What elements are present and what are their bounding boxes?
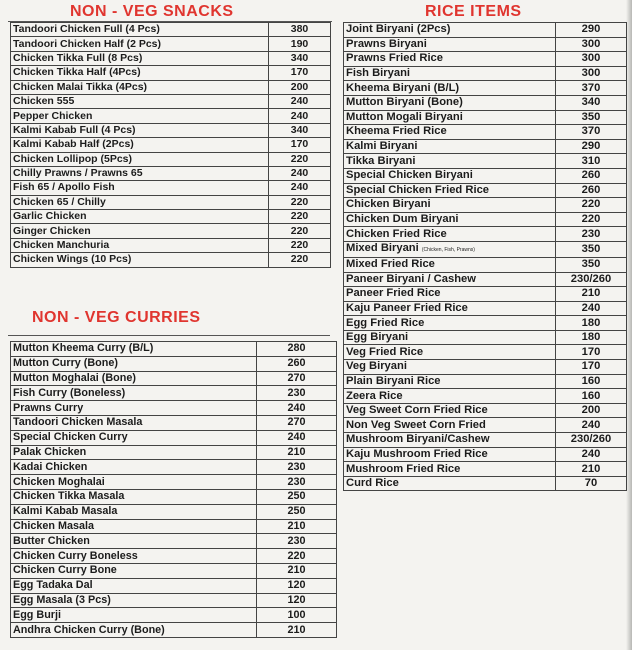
menu-item-price: 230/260 [556, 433, 627, 448]
menu-item-price: 230/260 [556, 272, 627, 287]
menu-item-name [11, 386, 257, 401]
menu-item-label: Kheema Biryani (B/L) [346, 81, 460, 94]
menu-item-label: Joint Biryani (2Pcs) [346, 23, 451, 36]
rice-menu-table [343, 22, 627, 491]
menu-item-name [11, 430, 257, 445]
menu-item-label: Kaju Mushroom Fried Rice [346, 447, 488, 460]
menu-item-name [344, 66, 556, 81]
menu-item-label: Prawns Fried Rice [346, 52, 443, 65]
menu-item-price: 300 [556, 37, 627, 52]
menu-item-name [344, 212, 556, 227]
menu-item-name [344, 23, 556, 38]
menu-item-name [344, 52, 556, 67]
menu-item-label: Non Veg Sweet Corn Fried [346, 418, 486, 431]
menu-item-label: Chicken Moghalai [13, 475, 105, 488]
menu-item-label: Chicken Biryani [346, 198, 431, 211]
menu-item-name [11, 519, 257, 534]
menu-item-label: Pepper Chicken [13, 109, 93, 122]
menu-item-price: 250 [257, 489, 337, 504]
menu-item-name [344, 272, 556, 287]
menu-item-name [11, 593, 257, 608]
menu-item-row [11, 534, 337, 549]
menu-item-name [344, 125, 556, 140]
menu-item-label: Chicken Manchuria [13, 239, 110, 252]
curries-section-title: NON - VEG CURRIES [32, 309, 201, 326]
menu-item-price: 230 [257, 386, 337, 401]
photo-edge-shadow [626, 0, 632, 650]
menu-item-label: Veg Biryani [346, 360, 407, 373]
menu-item-name [11, 152, 269, 166]
menu-item-price: 170 [556, 345, 627, 360]
menu-item-row [11, 371, 337, 386]
menu-item-name [344, 447, 556, 462]
menu-item-price: 220 [269, 253, 331, 267]
menu-item-row [344, 168, 627, 183]
menu-item-price: 240 [556, 301, 627, 316]
menu-item-name [11, 94, 269, 108]
menu-item-label: Mutton Biryani (Bone) [346, 96, 463, 109]
menu-item-row [11, 578, 337, 593]
menu-item-row [344, 110, 627, 125]
menu-item-row [11, 504, 337, 519]
menu-item-name [344, 139, 556, 154]
menu-item-price: 350 [556, 241, 627, 257]
menu-item-row [11, 123, 331, 137]
menu-item-row [11, 210, 331, 224]
menu-item-name [11, 563, 257, 578]
menu-item-row [344, 81, 627, 96]
menu-item-price: 210 [257, 519, 337, 534]
menu-item-name [344, 227, 556, 242]
menu-item-label: Kalmi Kabab Full (4 Pcs) [13, 123, 136, 136]
menu-item-label: Veg Fried Rice [346, 345, 424, 358]
menu-item-price: 160 [556, 374, 627, 389]
menu-item-price: 240 [269, 109, 331, 123]
menu-item-name [344, 360, 556, 375]
menu-item-price: 170 [269, 66, 331, 80]
menu-item-row [11, 166, 331, 180]
menu-item-label: Tandoori Chicken Full (4 Pcs) [13, 23, 160, 36]
menu-item-name [11, 475, 257, 490]
menu-item-price: 240 [269, 181, 331, 195]
menu-item-name [344, 316, 556, 331]
menu-item-name [11, 489, 257, 504]
menu-item-label: Paneer Fried Rice [346, 287, 441, 300]
menu-item-price: 100 [257, 608, 337, 623]
menu-item-name [344, 403, 556, 418]
menu-item-row [344, 316, 627, 331]
menu-item-row [11, 475, 337, 490]
menu-item-label: Chicken Tikka Half (4Pcs) [13, 66, 141, 79]
menu-item-price: 250 [257, 504, 337, 519]
menu-item-price: 380 [269, 23, 331, 37]
menu-item-name [11, 534, 257, 549]
menu-item-row [344, 227, 627, 242]
menu-item-row [344, 37, 627, 52]
menu-item-row [344, 462, 627, 477]
menu-item-price: 210 [556, 462, 627, 477]
menu-item-name [344, 418, 556, 433]
menu-item-name [344, 374, 556, 389]
menu-item-label: Chicken Curry Bone [13, 564, 117, 577]
menu-item-name [11, 504, 257, 519]
menu-item-price: 180 [556, 316, 627, 331]
menu-item-price: 190 [269, 37, 331, 51]
menu-item-row [11, 51, 331, 65]
snacks-section-title: NON - VEG SNACKS [70, 3, 234, 20]
menu-item-name [11, 224, 269, 238]
rice-section-title: RICE ITEMS [425, 3, 522, 20]
menu-item-label: Fish 65 / Apollo Fish [13, 181, 115, 194]
menu-item-name [11, 549, 257, 564]
menu-item-name [11, 445, 257, 460]
menu-item-row [344, 52, 627, 67]
menu-item-price: 350 [556, 110, 627, 125]
menu-item-label: Kalmi Kabab Masala [13, 505, 118, 518]
menu-item-label: Ginger Chicken [13, 224, 91, 237]
menu-item-row [11, 460, 337, 475]
menu-item-name [11, 608, 257, 623]
menu-item-label: Mutton Kheema Curry (B/L) [13, 342, 154, 355]
menu-item-label: Mixed Fried Rice [346, 258, 435, 271]
menu-item-name [344, 198, 556, 213]
menu-item-name [344, 287, 556, 302]
menu-item-row [11, 66, 331, 80]
menu-item-label: Tikka Biryani [346, 154, 416, 167]
menu-item-label: Zeera Rice [346, 389, 403, 402]
menu-item-label: Chicken Fried Rice [346, 227, 447, 240]
menu-item-name [344, 183, 556, 198]
menu-item-price: 230 [257, 534, 337, 549]
menu-item-row [11, 608, 337, 623]
menu-item-row [11, 342, 337, 357]
menu-item-name [11, 123, 269, 137]
menu-item-row [11, 109, 331, 123]
menu-item-label: Mutton Mogali Biryani [346, 110, 463, 123]
menu-item-price: 280 [257, 342, 337, 357]
menu-item-row [344, 389, 627, 404]
menu-item-row [11, 94, 331, 108]
menu-item-price: 210 [556, 287, 627, 302]
menu-item-row [11, 152, 331, 166]
menu-item-label: Chicken Curry Boneless [13, 549, 138, 562]
menu-item-price: 220 [269, 224, 331, 238]
menu-item-price: 240 [556, 418, 627, 433]
menu-item-name [11, 371, 257, 386]
menu-item-label: Kalmi Kabab Half (2Pcs) [13, 138, 134, 151]
menu-item-row [11, 593, 337, 608]
menu-item-row [344, 139, 627, 154]
menu-item-row [344, 212, 627, 227]
menu-item-price: 230 [257, 460, 337, 475]
menu-item-label: Chicken Tikka Full (8 Pcs) [13, 51, 143, 64]
menu-item-row [344, 183, 627, 198]
menu-item-row [11, 549, 337, 564]
menu-item-label: Chicken Malai Tikka (4Pcs) [13, 80, 148, 93]
menu-item-price: 180 [556, 330, 627, 345]
menu-item-name [11, 66, 269, 80]
menu-item-row [11, 138, 331, 152]
menu-item-price: 240 [257, 430, 337, 445]
menu-item-label: Kalmi Biryani [346, 140, 418, 153]
menu-item-label: Chicken Tikka Masala [13, 490, 125, 503]
menu-item-row [344, 125, 627, 140]
menu-item-label: Garlic Chicken [13, 210, 87, 223]
menu-item-name [344, 433, 556, 448]
menu-item-price: 200 [556, 403, 627, 418]
menu-item-name [11, 23, 269, 37]
menu-item-name [344, 37, 556, 52]
menu-item-row [11, 563, 337, 578]
menu-item-label: Special Chicken Biryani [346, 169, 473, 182]
menu-item-label: Mutton Curry (Bone) [13, 357, 118, 370]
menu-item-row [11, 224, 331, 238]
menu-item-price: 220 [257, 549, 337, 564]
menu-item-price: 230 [257, 475, 337, 490]
menu-item-row [11, 623, 337, 638]
menu-item-label: Mixed Biryani [346, 241, 419, 254]
menu-item-row [11, 386, 337, 401]
menu-item-price: 210 [257, 623, 337, 638]
menu-item-name [11, 51, 269, 65]
menu-item-label: Prawns Curry [13, 401, 84, 414]
menu-item-label: Egg Burji [13, 608, 61, 621]
menu-item-name [11, 166, 269, 180]
menu-item-name [11, 356, 257, 371]
menu-item-price: 260 [257, 356, 337, 371]
menu-item-price: 270 [257, 371, 337, 386]
menu-item-name [11, 401, 257, 416]
menu-item-label: Chicken Lollipop (5Pcs) [13, 152, 133, 165]
menu-item-price: 170 [269, 138, 331, 152]
menu-item-row [11, 489, 337, 504]
menu-item-label: Plain Biryani Rice [346, 374, 441, 387]
curries-title-divider [8, 335, 330, 336]
menu-item-label: Mushroom Fried Rice [346, 462, 461, 475]
menu-item-row [11, 23, 331, 37]
menu-item-row [344, 257, 627, 272]
menu-item-price: 70 [556, 476, 627, 491]
menu-item-label: Special Chicken Curry [13, 431, 128, 444]
menu-item-name [11, 415, 257, 430]
menu-item-name [11, 460, 257, 475]
menu-item-label: Chicken Masala [13, 519, 95, 532]
menu-item-name [344, 81, 556, 96]
menu-item-name [11, 578, 257, 593]
menu-item-name [344, 168, 556, 183]
menu-item-price: 220 [269, 152, 331, 166]
menu-item-row [344, 330, 627, 345]
menu-item-price: 370 [556, 125, 627, 140]
menu-item-price: 120 [257, 578, 337, 593]
menu-item-price: 240 [269, 166, 331, 180]
menu-item-price: 200 [269, 80, 331, 94]
menu-item-price: 220 [556, 198, 627, 213]
menu-item-row [344, 154, 627, 169]
menu-item-row [11, 430, 337, 445]
menu-item-label: Special Chicken Fried Rice [346, 183, 490, 196]
menu-item-price: 260 [556, 168, 627, 183]
menu-item-row [344, 241, 627, 257]
menu-item-row [344, 360, 627, 375]
menu-item-label: Tandoori Chicken Half (2 Pcs) [13, 37, 161, 50]
menu-item-price: 240 [269, 94, 331, 108]
menu-item-price: 270 [257, 415, 337, 430]
menu-item-label: Chicken 65 / Chilly [13, 195, 106, 208]
menu-item-row [344, 447, 627, 462]
menu-item-note: (Chicken, Fish, Prawns) [421, 246, 475, 253]
menu-item-row [11, 445, 337, 460]
menu-item-name [11, 238, 269, 252]
menu-item-label: Kaju Paneer Fried Rice [346, 301, 468, 314]
menu-item-label: Chicken Dum Biryani [346, 213, 459, 226]
menu-item-label: Tandoori Chicken Masala [13, 416, 143, 429]
menu-item-label: Chilly Prawns / Prawns 65 [13, 167, 143, 180]
menu-item-name [344, 462, 556, 477]
menu-item-row [11, 519, 337, 534]
menu-item-row [344, 418, 627, 433]
menu-item-name [344, 110, 556, 125]
menu-item-label: Fish Curry (Boneless) [13, 386, 126, 399]
menu-item-row [11, 181, 331, 195]
menu-item-row [11, 37, 331, 51]
menu-item-row [344, 403, 627, 418]
menu-item-price: 170 [556, 360, 627, 375]
menu-item-row [344, 287, 627, 302]
menu-item-price: 340 [556, 95, 627, 110]
menu-item-row [344, 272, 627, 287]
menu-item-price: 310 [556, 154, 627, 169]
menu-item-label: Egg Biryani [346, 331, 409, 344]
menu-item-name [11, 623, 257, 638]
menu-item-name [11, 37, 269, 51]
menu-item-label: Butter Chicken [13, 534, 90, 547]
menu-item-label: Veg Sweet Corn Fried Rice [346, 404, 488, 417]
menu-item-row [11, 238, 331, 252]
menu-item-row [344, 95, 627, 110]
menu-item-price: 240 [556, 447, 627, 462]
menu-item-price: 240 [257, 401, 337, 416]
menu-item-label: Kadai Chicken [13, 460, 88, 473]
menu-item-label: Egg Tadaka Dal [13, 579, 93, 592]
menu-item-price: 210 [257, 563, 337, 578]
menu-item-row [344, 198, 627, 213]
menu-item-name [11, 210, 269, 224]
menu-item-name [11, 138, 269, 152]
menu-item-row [344, 23, 627, 38]
menu-item-price: 300 [556, 66, 627, 81]
menu-item-label: Chicken Wings (10 Pcs) [13, 253, 132, 266]
menu-item-price: 210 [257, 445, 337, 460]
menu-item-label: Curd Rice [346, 477, 399, 490]
menu-item-name [344, 241, 556, 257]
menu-item-row [344, 301, 627, 316]
menu-item-name [11, 80, 269, 94]
menu-item-price: 220 [556, 212, 627, 227]
menu-item-name [11, 109, 269, 123]
menu-item-name [11, 253, 269, 267]
menu-item-row [344, 66, 627, 81]
menu-item-row [11, 195, 331, 209]
menu-item-price: 230 [556, 227, 627, 242]
menu-item-row [344, 345, 627, 360]
menu-item-price: 220 [269, 238, 331, 252]
menu-item-price: 370 [556, 81, 627, 96]
menu-item-label: Prawns Biryani [346, 37, 427, 50]
menu-item-price: 350 [556, 257, 627, 272]
menu-item-row [11, 415, 337, 430]
menu-item-price: 260 [556, 183, 627, 198]
menu-item-label: Kheema Fried Rice [346, 125, 447, 138]
menu-item-row [11, 401, 337, 416]
curries-menu-table [10, 341, 337, 638]
menu-item-name [344, 330, 556, 345]
menu-item-price: 120 [257, 593, 337, 608]
menu-item-label: Chicken 555 [13, 95, 75, 108]
menu-item-price: 220 [269, 210, 331, 224]
menu-item-label: Mushroom Biryani/Cashew [346, 433, 490, 446]
menu-item-price: 300 [556, 52, 627, 67]
menu-item-name [344, 476, 556, 491]
menu-item-name [344, 389, 556, 404]
menu-item-name [344, 154, 556, 169]
menu-item-price: 340 [269, 51, 331, 65]
menu-item-label: Andhra Chicken Curry (Bone) [13, 623, 165, 636]
menu-item-name [344, 345, 556, 360]
menu-item-row [344, 476, 627, 491]
menu-item-price: 290 [556, 139, 627, 154]
menu-item-name [344, 257, 556, 272]
menu-item-row [344, 374, 627, 389]
menu-item-label: Egg Masala (3 Pcs) [13, 593, 111, 606]
menu-item-row [11, 253, 331, 267]
menu-item-label: Fish Biryani [346, 67, 411, 80]
menu-item-label: Paneer Biryani / Cashew [346, 272, 476, 285]
snacks-menu-table [10, 22, 331, 268]
menu-item-name [11, 195, 269, 209]
menu-item-label: Egg Fried Rice [346, 316, 425, 329]
menu-item-price: 290 [556, 23, 627, 38]
menu-item-price: 160 [556, 389, 627, 404]
menu-item-name [11, 342, 257, 357]
menu-item-row [11, 80, 331, 94]
menu-item-row [344, 433, 627, 448]
menu-item-name [344, 301, 556, 316]
menu-item-row [11, 356, 337, 371]
menu-item-label: Mutton Moghalai (Bone) [13, 371, 136, 384]
menu-item-price: 340 [269, 123, 331, 137]
menu-item-name [344, 95, 556, 110]
menu-item-name [11, 181, 269, 195]
menu-item-price: 220 [269, 195, 331, 209]
menu-item-label: Palak Chicken [13, 445, 87, 458]
